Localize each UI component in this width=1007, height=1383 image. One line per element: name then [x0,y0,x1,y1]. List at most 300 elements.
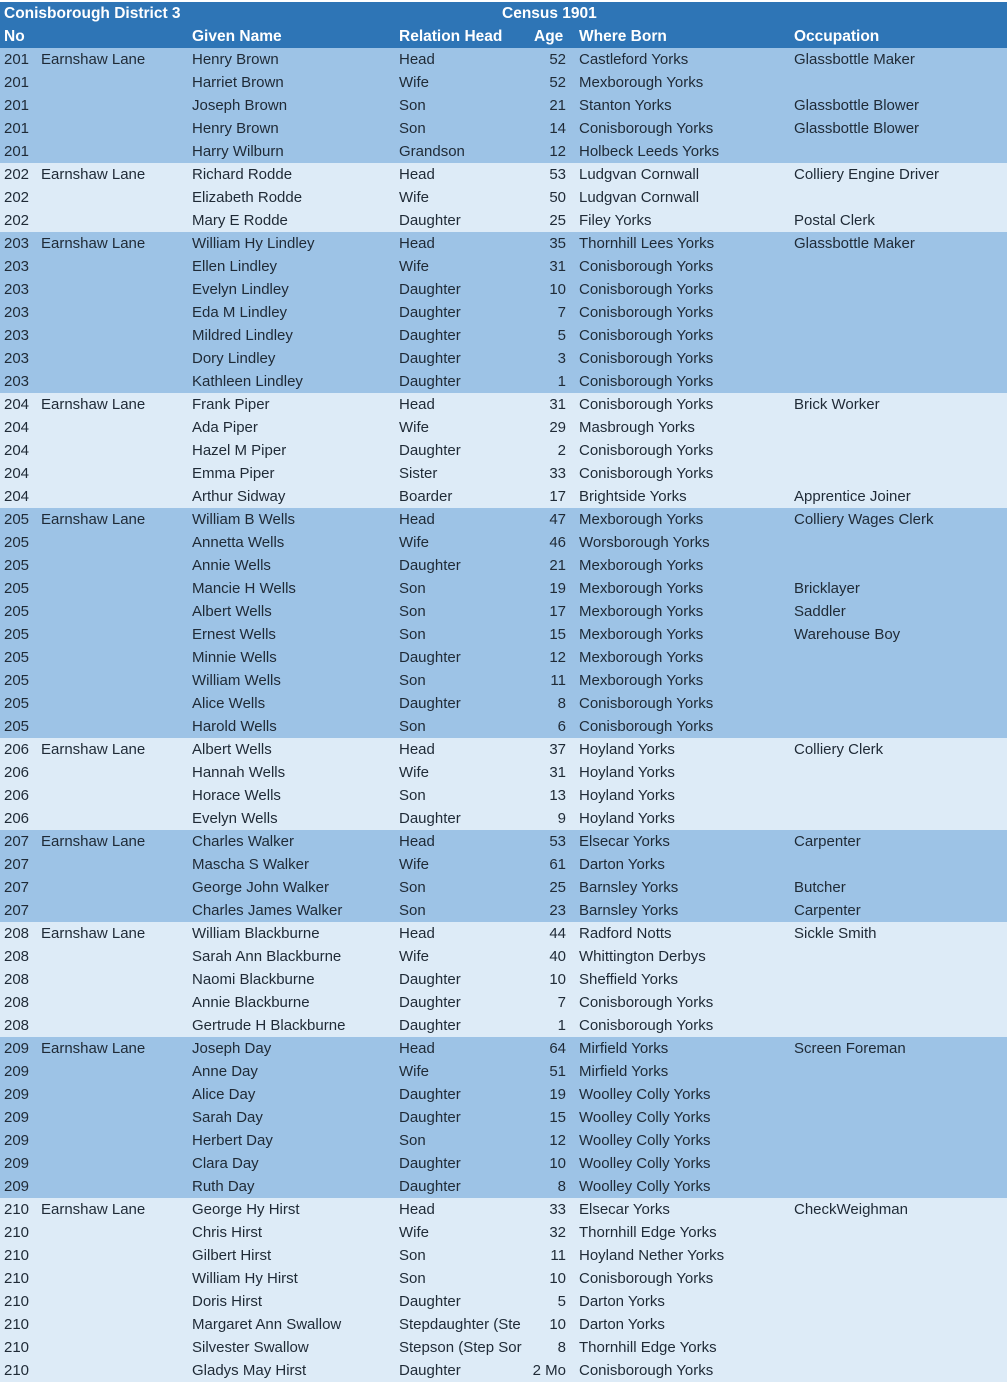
cell-where-born: Darton Yorks [579,856,665,873]
table-row [0,1060,1007,1083]
cell-where-born: Woolley Colly Yorks [579,1178,711,1195]
table-row [0,922,1007,945]
cell-relation: Head [399,396,435,413]
cell-relation: Daughter [399,1362,461,1379]
cell-no: 210 [4,1247,30,1264]
cell-relation: Daughter [399,810,461,827]
table-row [0,117,1007,140]
cell-where-born: Mexborough Yorks [579,603,704,620]
cell-occupation: Glassbottle Maker [794,235,915,252]
cell-occupation: Colliery Engine Driver [794,166,940,183]
cell-where-born: Woolley Colly Yorks [579,1109,711,1126]
cell-where-born: Conisborough Yorks [579,281,714,298]
cell-street [41,255,186,278]
cell-given-name: Margaret Ann Swallow [192,1316,342,1333]
cell-relation: Head [399,741,435,758]
table-row [0,784,1007,807]
table-row [0,1267,1007,1290]
cell-occupation: Carpenter [794,902,861,919]
table-row [0,899,1007,922]
column-header-row [0,25,1007,48]
cell-no: 208 [4,971,30,988]
cell-given-name: Dory Lindley [192,350,276,367]
cell-street [41,646,186,669]
table-row [0,1290,1007,1313]
cell-street [41,485,186,508]
cell-occupation [794,439,1004,462]
cell-age: 25 [549,879,566,896]
cell-no: 209 [4,1086,30,1103]
cell-given-name: Arthur Sidway [192,488,286,505]
cell-age: 11 [550,1247,566,1264]
cell-no: 202 [4,166,30,183]
cell-occupation [794,784,1004,807]
cell-street: Earnshaw Lane [41,235,146,252]
cell-given-name: Sarah Day [192,1109,263,1126]
cell-relation: Head [399,235,435,252]
cell-no: 203 [4,373,30,390]
cell-street [41,1290,186,1313]
cell-relation: Wife [399,74,429,91]
cell-occupation: Apprentice Joiner [794,488,911,505]
cell-where-born: Conisborough Yorks [579,396,714,413]
cell-street: Earnshaw Lane [41,396,146,413]
cell-relation: Sister [399,465,438,482]
cell-no: 201 [4,74,30,91]
cell-street [41,991,186,1014]
cell-street [41,623,186,646]
cell-occupation [794,1359,1004,1382]
cell-age: 29 [549,419,566,436]
cell-where-born: Ludgvan Cornwall [579,166,700,183]
cell-age: 14 [549,120,566,137]
cell-where-born: Conisborough Yorks [579,258,714,275]
cell-age: 10 [549,1155,566,1172]
cell-relation: Head [399,1040,435,1057]
cell-street [41,1175,186,1198]
cell-relation: Daughter [399,695,461,712]
cell-where-born: Conisborough Yorks [579,1017,714,1034]
cell-age: 37 [549,741,566,758]
cell-occupation [794,807,1004,830]
cell-occupation [794,1267,1004,1290]
cell-occupation [794,554,1004,577]
cell-relation: Daughter [399,994,461,1011]
cell-street: Earnshaw Lane [41,741,146,758]
cell-given-name: Emma Piper [192,465,275,482]
cell-relation: Daughter [399,281,461,298]
cell-no: 209 [4,1155,30,1172]
cell-occupation [794,1313,1004,1336]
table-row [0,1083,1007,1106]
cell-age: 5 [557,1293,566,1310]
cell-where-born: Hoyland Yorks [579,741,675,758]
cell-no: 205 [4,580,30,597]
cell-occupation [794,991,1004,1014]
cell-age: 25 [549,212,566,229]
cell-street [41,531,186,554]
cell-occupation [794,1221,1004,1244]
cell-given-name: Chris Hirst [192,1224,262,1241]
cell-age: 12 [549,143,566,160]
cell-where-born: Hoyland Nether Yorks [579,1247,725,1264]
cell-no: 203 [4,327,30,344]
cell-occupation: Saddler [794,603,846,620]
cell-relation: Wife [399,534,429,551]
cell-occupation: Butcher [794,879,846,896]
cell-occupation: Colliery Wages Clerk [794,511,934,528]
cell-given-name: Clara Day [192,1155,259,1172]
cell-street [41,899,186,922]
cell-relation: Son [399,672,426,689]
cell-occupation [794,186,1004,209]
cell-where-born: Thornhill Edge Yorks [579,1224,717,1241]
cell-age: 6 [557,718,566,735]
cell-street [41,968,186,991]
cell-no: 209 [4,1063,30,1080]
cell-no: 205 [4,718,30,735]
cell-no: 204 [4,488,30,505]
table-row [0,669,1007,692]
cell-occupation [794,1244,1004,1267]
cell-occupation: Screen Foreman [794,1040,906,1057]
cell-street [41,784,186,807]
cell-occupation [794,278,1004,301]
cell-no: 206 [4,787,30,804]
cell-no: 207 [4,856,30,873]
cell-street [41,1359,186,1382]
cell-given-name: Naomi Blackburne [192,971,315,988]
cell-where-born: Darton Yorks [579,1293,665,1310]
cell-where-born: Thornhill Lees Yorks [579,235,715,252]
cell-street [41,439,186,462]
cell-relation: Head [399,1201,435,1218]
cell-age: 33 [549,465,566,482]
cell-where-born: Barnsley Yorks [579,879,679,896]
cell-occupation [794,692,1004,715]
cell-given-name: William Blackburne [192,925,320,942]
cell-relation: Son [399,902,426,919]
cell-no: 206 [4,764,30,781]
cell-given-name: Harold Wells [192,718,277,735]
table-row [0,324,1007,347]
cell-given-name: Harriet Brown [192,74,284,91]
cell-where-born: Conisborough Yorks [579,1362,714,1379]
cell-relation: Son [399,787,426,804]
cell-age: 40 [549,948,566,965]
cell-occupation: Postal Clerk [794,212,875,229]
cell-no: 203 [4,258,30,275]
table-row [0,209,1007,232]
cell-street [41,416,186,439]
cell-occupation: CheckWeighman [794,1201,908,1218]
cell-street [41,324,186,347]
table-row [0,393,1007,416]
cell-given-name: Richard Rodde [192,166,293,183]
table-row [0,715,1007,738]
cell-no: 210 [4,1316,30,1333]
cell-given-name: Harry Wilburn [192,143,284,160]
cell-occupation [794,968,1004,991]
cell-occupation [794,71,1004,94]
cell-age: 35 [549,235,566,252]
cell-no: 209 [4,1109,30,1126]
cell-occupation: Sickle Smith [794,925,877,942]
cell-age: 19 [549,580,566,597]
cell-age: 8 [557,695,566,712]
cell-no: 205 [4,534,30,551]
header-occupation: Occupation [794,28,880,45]
table-row [0,347,1007,370]
cell-street [41,600,186,623]
cell-given-name: Henry Brown [192,120,279,137]
table-row [0,807,1007,830]
cell-occupation [794,945,1004,968]
cell-where-born: Worsborough Yorks [579,534,710,551]
cell-age: 61 [549,856,566,873]
table-row [0,853,1007,876]
table-row [0,1244,1007,1267]
cell-relation: Daughter [399,1086,461,1103]
cell-given-name: Ellen Lindley [192,258,278,275]
cell-where-born: Mexborough Yorks [579,672,704,689]
cell-occupation [794,715,1004,738]
cell-occupation [794,1106,1004,1129]
cell-no: 208 [4,1017,30,1034]
cell-given-name: Annetta Wells [192,534,285,551]
cell-age: 53 [549,166,566,183]
cell-relation: Daughter [399,649,461,666]
cell-given-name: Ada Piper [192,419,258,436]
cell-street: Earnshaw Lane [41,925,146,942]
cell-given-name: Joseph Day [192,1040,272,1057]
cell-relation: Wife [399,189,429,206]
cell-age: 7 [557,304,566,321]
cell-given-name: Ruth Day [192,1178,255,1195]
cell-relation: Daughter [399,1155,461,1172]
cell-where-born: Conisborough Yorks [579,350,714,367]
cell-given-name: Alice Wells [192,695,266,712]
table-row [0,600,1007,623]
cell-no: 204 [4,419,30,436]
table-row [0,876,1007,899]
cell-occupation [794,347,1004,370]
table-row [0,1152,1007,1175]
cell-age: 8 [557,1339,566,1356]
table-row [0,1129,1007,1152]
cell-where-born: Mirfield Yorks [579,1040,669,1057]
cell-where-born: Conisborough Yorks [579,304,714,321]
cell-age: 31 [549,258,566,275]
cell-relation: Daughter [399,1178,461,1195]
cell-where-born: Hoyland Yorks [579,764,675,781]
cell-street [41,1244,186,1267]
cell-relation: Son [399,879,426,896]
cell-given-name: Eda M Lindley [192,304,288,321]
cell-age: 13 [549,787,566,804]
table-row [0,945,1007,968]
cell-street [41,876,186,899]
cell-occupation [794,1336,1004,1359]
cell-no: 209 [4,1040,30,1057]
cell-street [41,1106,186,1129]
cell-no: 209 [4,1132,30,1149]
cell-given-name: Mary E Rodde [192,212,288,229]
cell-given-name: George John Walker [192,879,330,896]
cell-age: 10 [549,971,566,988]
cell-no: 210 [4,1362,30,1379]
cell-where-born: Hoyland Yorks [579,787,675,804]
cell-age: 17 [549,488,566,505]
cell-no: 204 [4,396,30,413]
cell-where-born: Woolley Colly Yorks [579,1086,711,1103]
cell-occupation: Glassbottle Blower [794,120,920,137]
table-row [0,1106,1007,1129]
cell-occupation [794,140,1004,163]
cell-no: 208 [4,925,30,942]
cell-street [41,209,186,232]
table-row [0,623,1007,646]
cell-street: Earnshaw Lane [41,511,146,528]
table-row [0,1336,1007,1359]
cell-occupation [794,531,1004,554]
cell-where-born: Conisborough Yorks [579,465,714,482]
cell-no: 201 [4,120,30,137]
cell-given-name: Evelyn Wells [192,810,278,827]
cell-relation: Head [399,511,435,528]
cell-no: 201 [4,97,30,114]
cell-given-name: Henry Brown [192,51,279,68]
cell-no: 210 [4,1339,30,1356]
cell-age: 1 [557,1017,566,1034]
cell-street: Earnshaw Lane [41,1040,146,1057]
cell-occupation [794,1060,1004,1083]
cell-given-name: Charles Walker [192,833,294,850]
cell-street [41,1336,186,1359]
cell-given-name: George Hy Hirst [192,1201,300,1218]
cell-no: 201 [4,51,30,68]
cell-no: 207 [4,833,30,850]
cell-where-born: Mexborough Yorks [579,74,704,91]
cell-given-name: Annie Blackburne [192,994,310,1011]
cell-relation: Son [399,120,426,137]
cell-relation: Wife [399,948,429,965]
cell-where-born: Darton Yorks [579,1316,665,1333]
cell-relation: Wife [399,419,429,436]
cell-street [41,71,186,94]
cell-given-name: Albert Wells [192,741,272,758]
cell-age: 15 [549,1109,566,1126]
cell-no: 205 [4,603,30,620]
table-row [0,761,1007,784]
cell-relation: Daughter [399,1293,461,1310]
cell-given-name: Joseph Brown [192,97,288,114]
header-relation: Relation Head [399,28,503,45]
cell-no: 207 [4,879,30,896]
table-row [0,186,1007,209]
cell-street: Earnshaw Lane [41,166,146,183]
cell-where-born: Conisborough Yorks [579,373,714,390]
table-row [0,278,1007,301]
cell-street [41,669,186,692]
cell-relation: Daughter [399,304,461,321]
cell-no: 210 [4,1270,30,1287]
cell-age: 32 [549,1224,566,1241]
cell-where-born: Mexborough Yorks [579,557,704,574]
cell-street: Earnshaw Lane [41,1201,146,1218]
cell-street [41,577,186,600]
cell-age: 17 [549,603,566,620]
cell-age: 51 [549,1063,566,1080]
cell-no: 203 [4,235,30,252]
cell-no: 203 [4,304,30,321]
cell-street [41,140,186,163]
cell-street [41,853,186,876]
table-row [0,738,1007,761]
cell-age: 31 [549,396,566,413]
cell-no: 203 [4,281,30,298]
table-row [0,508,1007,531]
cell-occupation [794,1014,1004,1037]
table-row [0,646,1007,669]
cell-occupation [794,1290,1004,1313]
cell-street [41,1221,186,1244]
cell-no: 204 [4,442,30,459]
cell-age: 31 [549,764,566,781]
table-row [0,370,1007,393]
table-row [0,439,1007,462]
cell-age: 7 [557,994,566,1011]
cell-given-name: Gladys May Hirst [192,1362,307,1379]
cell-where-born: Conisborough Yorks [579,1270,714,1287]
cell-no: 205 [4,511,30,528]
cell-relation: Daughter [399,1017,461,1034]
cell-where-born: Conisborough Yorks [579,718,714,735]
cell-relation: Wife [399,764,429,781]
cell-where-born: Barnsley Yorks [579,902,679,919]
cell-where-born: Conisborough Yorks [579,695,714,712]
cell-age: 1 [557,373,566,390]
cell-street [41,278,186,301]
cell-given-name: Mildred Lindley [192,327,293,344]
cell-age: 8 [557,1178,566,1195]
cell-age: 11 [550,672,566,689]
cell-given-name: Gertrude H Blackburne [192,1017,346,1034]
cell-given-name: Minnie Wells [192,649,277,666]
cell-occupation: Bricklayer [794,580,860,597]
cell-occupation [794,761,1004,784]
cell-where-born: Conisborough Yorks [579,327,714,344]
table-row [0,1175,1007,1198]
cell-given-name: William Hy Hirst [192,1270,298,1287]
cell-where-born: Mexborough Yorks [579,511,704,528]
cell-age: 3 [557,350,566,367]
cell-occupation [794,462,1004,485]
cell-street [41,1014,186,1037]
table-row [0,255,1007,278]
cell-relation: Wife [399,1224,429,1241]
cell-no: 201 [4,143,30,160]
cell-relation: Wife [399,258,429,275]
table-row [0,1221,1007,1244]
cell-age: 50 [549,189,566,206]
cell-occupation [794,1152,1004,1175]
cell-street [41,715,186,738]
cell-street [41,692,186,715]
cell-age: 21 [549,97,566,114]
cell-where-born: Radford Notts [579,925,672,942]
cell-relation: Head [399,925,435,942]
